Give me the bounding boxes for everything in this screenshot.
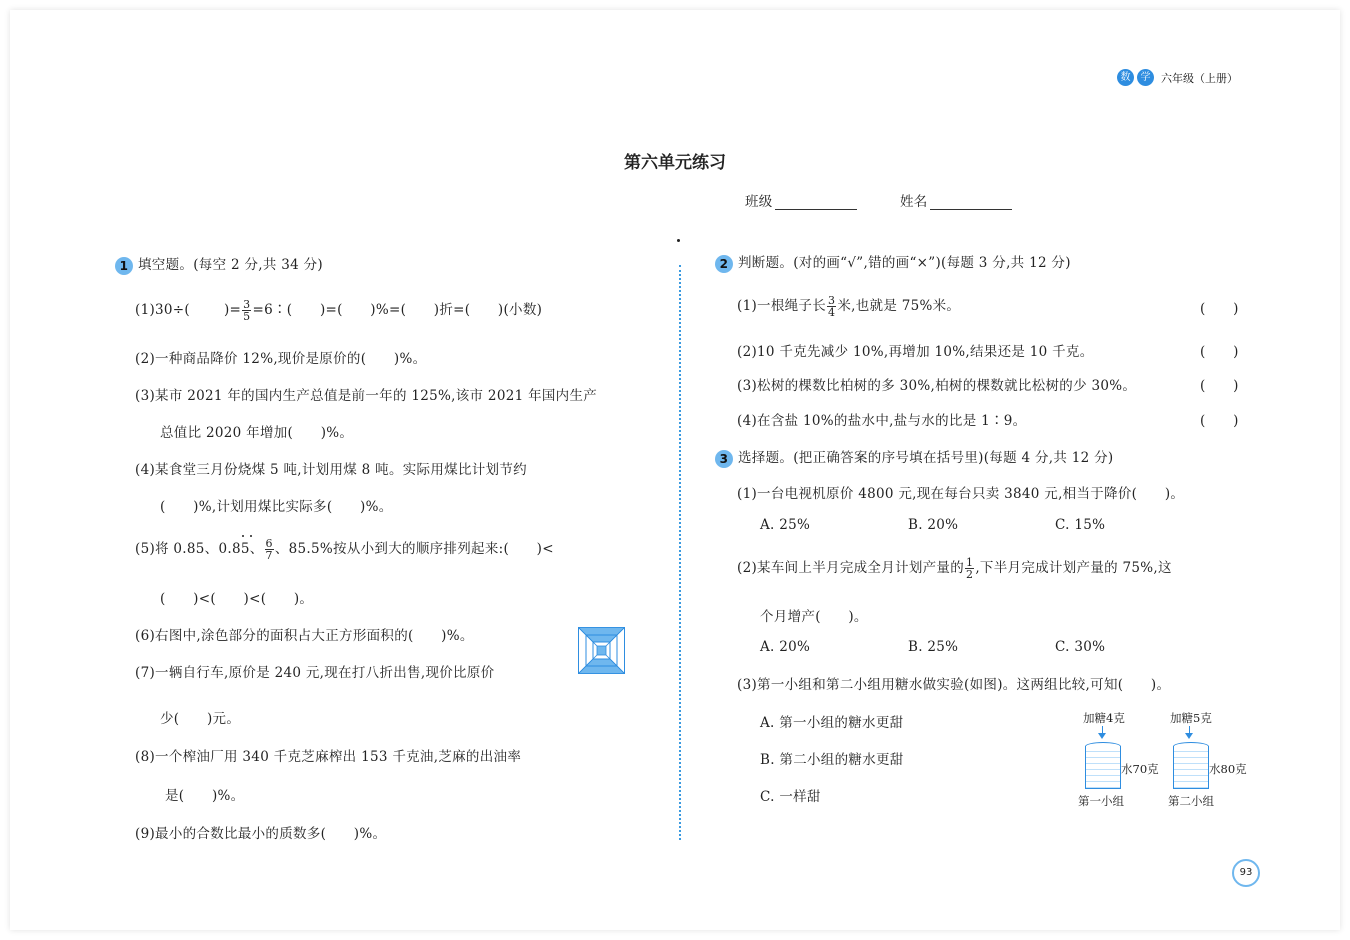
- subject-header: [1117, 69, 1238, 86]
- s1-q5-line1: [135, 537, 554, 561]
- section-3-title: 选择题。(把正确答案的序号填在括号里)(每题 4 分,共 12 分): [738, 450, 1114, 466]
- s1-q3-line1: (3)某市 2021 年的国内生产总值是前一年的 125%,该市 2021 年国内生产: [135, 388, 598, 404]
- section-number-1: 1: [115, 257, 133, 275]
- class-label: 班级: [745, 194, 773, 210]
- s2-q1: [737, 294, 960, 318]
- fraction-6-7: $\frac{6}{7}$: [265, 537, 273, 562]
- section-number-3: 3: [715, 450, 733, 468]
- sugar-label-1: 加糖4克: [1083, 711, 1125, 725]
- section-number-2: 2: [715, 255, 733, 273]
- s3-q1-option-b[interactable]: B. 20%: [908, 517, 959, 533]
- section-3-heading: [715, 446, 1114, 468]
- binding-dot: [677, 239, 680, 242]
- s3-q3: (3)第一小组和第二小组用糖水做实验(如图)。这两组比较,可知( )。: [737, 677, 1171, 693]
- s3-q2-part-a: (2)某车间上半月完成全月计划产量的: [737, 560, 965, 576]
- subject-badge-2: 学: [1137, 69, 1154, 86]
- s3-q2-option-a[interactable]: A. 20%: [760, 639, 811, 655]
- s1-q5-part-a: (5)将 0.85、0.85、: [135, 541, 264, 557]
- s3-q3-option-c[interactable]: C. 一样甜: [760, 789, 821, 805]
- class-field: [745, 190, 857, 210]
- section-2-heading: [715, 251, 1071, 273]
- group-label-2: 第二小组: [1168, 794, 1214, 808]
- s1-q4-line2: ( )%,计划用煤比实际多( )%。: [160, 499, 393, 515]
- water-label-1: 水70克: [1121, 762, 1159, 776]
- beaker-group-2: [1173, 746, 1209, 789]
- s2-q3-answer[interactable]: ( ): [1200, 378, 1239, 394]
- section-1-title: 填空题。(每空 2 分,共 34 分): [138, 257, 323, 273]
- class-blank[interactable]: [775, 196, 857, 210]
- s3-q1-option-a[interactable]: A. 25%: [760, 517, 811, 533]
- s2-q1-answer[interactable]: ( ): [1200, 301, 1239, 317]
- s2-q4-answer[interactable]: ( ): [1200, 413, 1239, 429]
- s1-q1-part-a: (1)30÷(: [135, 302, 190, 318]
- beaker-group-1: [1085, 746, 1121, 789]
- s1-q1-part-b: )=: [223, 302, 242, 318]
- column-divider: [679, 265, 681, 840]
- group-label-1: 第一小组: [1078, 794, 1124, 808]
- nested-squares-figure: [578, 627, 625, 674]
- s2-q4: (4)在含盐 10%的盐水中,盐与水的比是 1∶9。: [737, 413, 1027, 429]
- s3-q2-line1: [737, 556, 1172, 580]
- s3-q2-line2: 个月增产( )。: [760, 609, 868, 625]
- s2-q1-part-a: (1)一根绳子长: [737, 298, 827, 314]
- sugar-label-2: 加糖5克: [1170, 711, 1212, 725]
- page-number: 93: [1232, 859, 1260, 887]
- repeating-decimal-dot: [250, 535, 252, 537]
- s1-q8-line2: 是( )%。: [165, 788, 245, 804]
- down-arrow-icon: [1098, 733, 1106, 739]
- s3-q3-option-a[interactable]: A. 第一小组的糖水更甜: [760, 715, 904, 731]
- name-label: 姓名: [900, 194, 928, 210]
- down-arrow-icon: [1185, 733, 1193, 739]
- page-title: 第六单元练习: [624, 153, 726, 173]
- s3-q3-option-b[interactable]: B. 第二小组的糖水更甜: [760, 752, 904, 768]
- s1-q8-line1: (8)一个榨油厂用 340 千克芝麻榨出 153 千克油,芝麻的出油率: [135, 749, 522, 765]
- water-label-2: 水80克: [1209, 762, 1247, 776]
- s3-q1: (1)一台电视机原价 4800 元,现在每台只卖 3840 元,相当于降价( )。: [737, 486, 1185, 502]
- s1-q1-part-c: =6∶( )=( )%=( )折=( )(小数): [252, 302, 543, 318]
- name-blank[interactable]: [930, 196, 1012, 210]
- s2-q2: (2)10 千克先减少 10%,再增加 10%,结果还是 10 千克。: [737, 344, 1094, 360]
- fraction-3-4: $\frac{3}{4}$: [828, 294, 836, 319]
- s2-q1-part-b: 米,也就是 75%米。: [837, 298, 961, 314]
- repeating-decimal-dot: [242, 535, 244, 537]
- s1-q2: (2)一种商品降价 12%,现价是原价的( )%。: [135, 351, 427, 367]
- s3-q2-part-b: ,下半月完成计划产量的 75%,这: [975, 560, 1172, 576]
- name-field: [900, 190, 1012, 210]
- s3-q2-option-c[interactable]: C. 30%: [1055, 639, 1106, 655]
- s1-q4-line1: (4)某食堂三月份烧煤 5 吨,计划用煤 8 吨。实际用煤比计划节约: [135, 462, 527, 478]
- s1-q5-line2: ( )<( )<( )。: [160, 591, 314, 607]
- section-1-heading: [115, 253, 323, 275]
- s1-q1: [135, 298, 542, 322]
- s2-q3: (3)松树的棵数比柏树的多 30%,柏树的棵数就比松树的少 30%。: [737, 378, 1137, 394]
- s1-q7-line2: 少( )元。: [160, 711, 241, 727]
- s1-q3-line2: 总值比 2020 年增加( )%。: [160, 425, 354, 441]
- s2-q2-answer[interactable]: ( ): [1200, 344, 1239, 360]
- s1-q5-part-b: 、85.5%按从小到大的顺序排列起来:( )<: [274, 541, 554, 557]
- s3-q1-option-c[interactable]: C. 15%: [1055, 517, 1106, 533]
- s1-q7-line1: (7)一辆自行车,原价是 240 元,现在打八折出售,现价比原价: [135, 665, 495, 681]
- grade-label: 六年级（上册）: [1161, 71, 1238, 85]
- section-2-title: 判断题。(对的画“√”,错的画“×”)(每题 3 分,共 12 分): [738, 255, 1071, 271]
- fraction-3-5: $\frac{3}{5}$: [243, 298, 251, 323]
- s3-q2-option-b[interactable]: B. 25%: [908, 639, 959, 655]
- s1-q9: (9)最小的合数比最小的质数多( )%。: [135, 826, 387, 842]
- fraction-1-2: $\frac{1}{2}$: [966, 556, 974, 581]
- s1-q6: (6)右图中,涂色部分的面积占大正方形面积的( )%。: [135, 628, 474, 644]
- subject-badge-1: 数: [1117, 69, 1134, 86]
